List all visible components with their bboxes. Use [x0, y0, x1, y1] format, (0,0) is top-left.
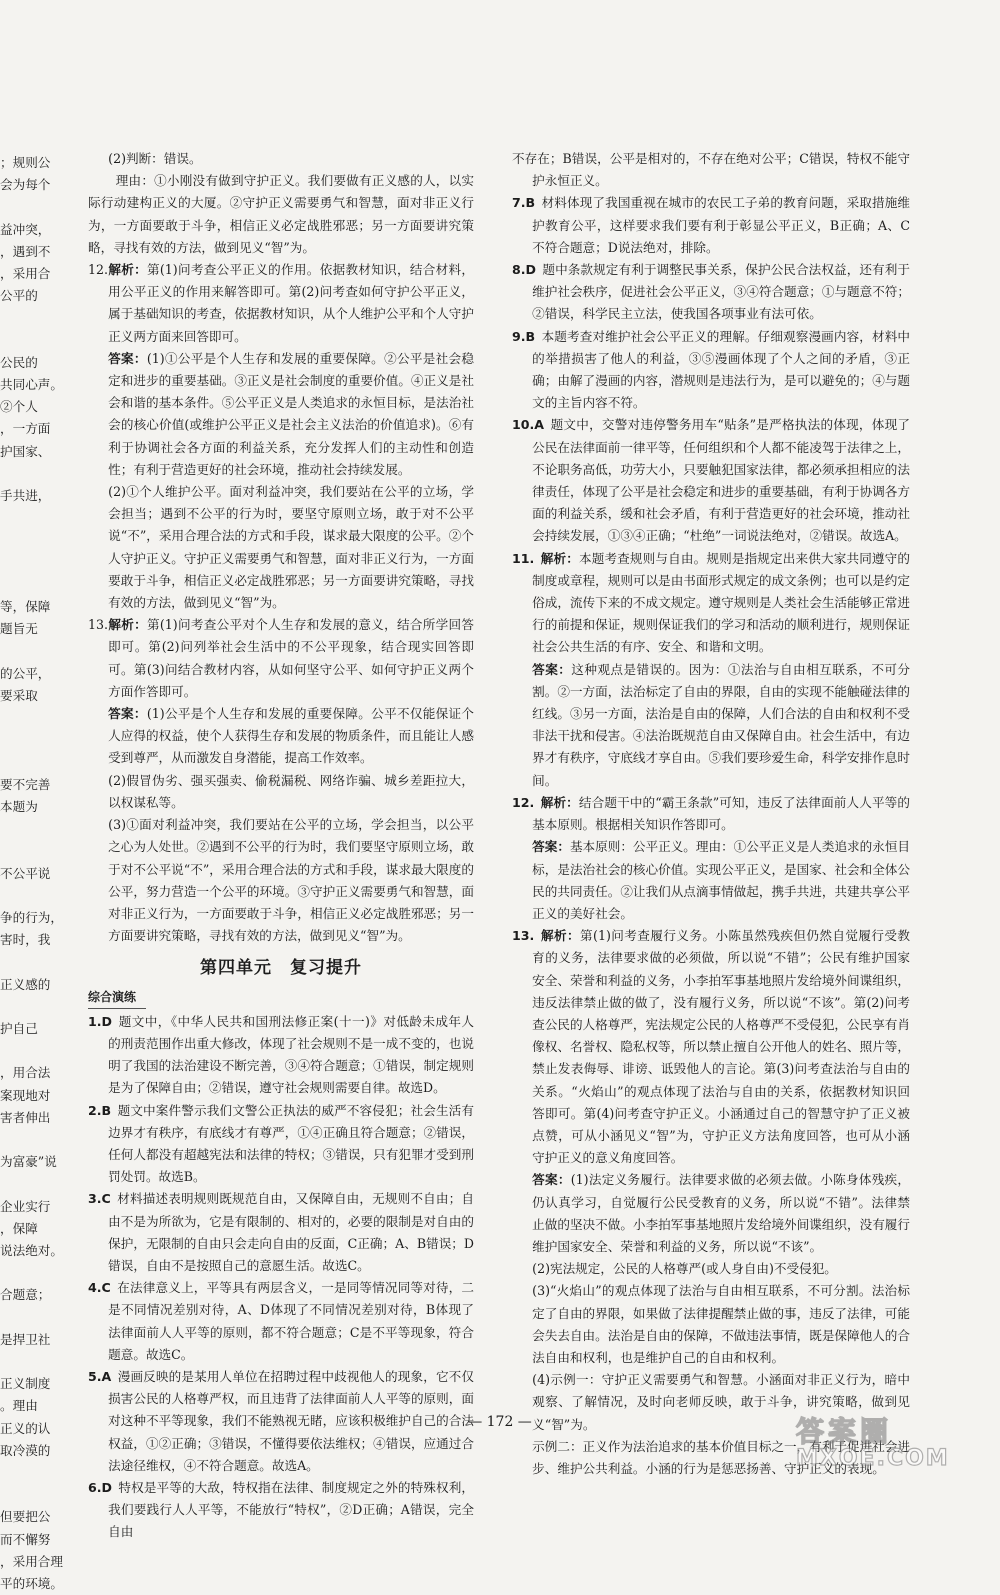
left-cut-line: ，采用合	[0, 266, 51, 282]
left-cut-line: 护自己	[0, 1020, 38, 1036]
left-cut-line	[0, 885, 78, 907]
item-text: 材料描述表明规则既规范自由，又保障自由，无规则不自由；自由不是为所欲为，它是有限制的、相对的，必要的限制是对自由的保护，无限制的自由只会走向自由的反面，C正确；A、B错误；D错误，自由不是按照自己的意愿生活。故选C。	[108, 1191, 474, 1273]
q13-answer-2: (2)假冒伪劣、强买强卖、偷税漏税、网络诈骗、城乡差距拉大，以权谋私等。	[108, 772, 474, 810]
item-text: 题文中，交警对违停警务用车“贴条”是严格执法的体现，体现了公民在法律面前一律平等，任何组织和个人都不能凌驾于法律之上，不论职务高低，功劳大小，只要触犯国家法律，都必须承担相应的法律责任，体现了公平是社会稳定和进步的重要基础，有利于协调各方面的利益关系，缓和社会矛盾，有利于营造更好的社会环境，推动社会持续发展，①③④正确；“杜绝”一词说法绝对，②错误。故选A。	[532, 417, 910, 544]
left-cut-line: 案现地对	[0, 1087, 51, 1103]
item-text: (1)法定义务履行。法律要求做的必须去做。小陈身体残疾，仍认真学习，自觉履行公民受教育的义务，所以说“不错”。法律禁止做的坚决不做。小李拍军事基地照片发给境外间谍组织，没有履行维护国家安全、荣誉和利益的义务，所以说“不该”。	[532, 1172, 911, 1254]
item-text: 第(1)问考查履行义务。小陈虽然残疾但仍然自觉履行受教育的义务，法律要求做的必须做，所以说“不错”；公民有维护国家安全、荣誉和利益的义务，小李拍军事基地照片发给境外间谍组织，违反法律禁止做的做了，没有履行义务，所以说“不该”。第(2)问考查公民的人格尊严，宪法规定公民的人格尊严不受侵犯，公民享有肖像权、名誉权、隐私权等，所以禁止擅自公开他人的姓名、照片等，禁止发表侮辱、诽谤、诋毁他人的言论。第(3)问考查法治与自由的关系。“火焰山”的观点体现了法治与自由的关系，依据教材知识回答即可。第(4)问考查守护正义。小涵通过自己的智慧守护了正义被点赞，可从小涵见义“智”为，守护正义方法角度回答，也可从小涵守护正义的意义角度回答。	[532, 928, 911, 1166]
left-cut-column	[0, 152, 78, 1595]
left-cut-line: 益冲突，	[0, 221, 51, 237]
q13-analysis: 13.解析：第(1)问考查公平对个人生存和发展的意义，结合所学回答即可。第(2)问列举社会生活中的不公平现象，结合现实回答即可。第(3)问结合教材内容，从如何坚守公平、如何守护正义两个方面作答即可。	[88, 617, 474, 699]
item-number: 11.	[512, 550, 535, 566]
item-text: 本题考查对维护社会公平正义的理解。仔细观察漫画内容，材料中的举措损害了他人的利益，③⑤漫画体现了个人之间的矛盾，③正确；由解了漫画的内容，潜规则是违法行为，是可以避免的；④与题文的主旨内容不符。	[532, 328, 910, 411]
answer-item	[88, 1188, 474, 1277]
left-cut-line: 会为每个	[0, 177, 51, 193]
answer-item	[512, 326, 910, 415]
item-text: (2)宪法规定，公民的人格尊严(或人身自由)不受侵犯。	[532, 1261, 837, 1277]
left-cut-line: 而不懈努	[0, 1531, 51, 1547]
left-cut-line	[0, 574, 78, 596]
item-text: (3)“火焰山”的观点体现了法治与自由相互联系，不可分割。法治标定了自由的界限，如果做了法律提醒禁止做的事，违反了法律，可能会失去自由。法治是自由的保障，不做违法事情，既是保障他人的合法自由和权利，也是维护自己的自由和权利。	[532, 1283, 910, 1365]
item-text: 材料体现了我国重视在城市的农民工子弟的教育问题，采取措施维护教育公平，这样要求我们要有利于彰显公平正义，B正确；A、C不符合题意；D说法绝对，排除。	[532, 195, 910, 255]
item-number: 2.B	[88, 1102, 112, 1118]
left-cut-line	[0, 1173, 78, 1195]
reason-text: 理由：①小刚没有做到守护正义。我们要做有正义感的人，以实际行动建构正义的大厦。②守护正义需要勇气和智慧，面对非正义行为，一方面要敢于斗争，相信正义必定战胜邪恶；另一方面要讲究策略，寻找有效的方法，做到见义“智”为。	[88, 173, 474, 255]
left-cut-line: 共同心声。	[0, 377, 63, 393]
left-cut-line: 害者伸出	[0, 1109, 51, 1125]
judge-line: (2)判断：错误。	[108, 151, 202, 166]
q12-answer-1: 答案：(1)①公平是个人生存和发展的重要保障。②公平是社会稳定和进步的重要基础。③正义是社会制度的重要价值。④正义是社会和谐的基本条件。⑤公平正义是人类追求的永恒目标，是法治社会的核心价值(或维护公平正义是社会主义法治的价值追求)。⑥有利于协调社会各方面的利益关系，充分发挥人们的主动性和创造性；有利于营造更好的社会环境，推动社会持续发展。	[108, 350, 475, 477]
right-column	[512, 148, 910, 1480]
left-cut-line: ；规则公	[0, 155, 51, 170]
watermark-bottom-text: MXQE.COM	[796, 1446, 950, 1471]
answer-item	[512, 792, 910, 836]
left-cut-line: ，用合法	[0, 1065, 51, 1081]
left-cut-line: ，遇到不	[0, 243, 51, 259]
left-cut-line: 害时，我	[0, 932, 51, 948]
item-text: (4)示例一：守护正义需要勇气和智慧。小涵面对非正义行为，暗中观察、了解情况，及时向老师反映，敢于斗争，讲究策略，做到见义“智”为。	[532, 1372, 910, 1432]
left-cut-line: 为富豪”说	[0, 1154, 57, 1170]
left-cut-line: 公平的	[0, 288, 38, 304]
left-cut-line	[0, 552, 78, 574]
left-cut-line: 护国家、	[0, 443, 51, 459]
page-number: — 172 —	[468, 1414, 532, 1430]
item-number: 10.A	[512, 417, 545, 433]
q13-answer-3: (3)①面对利益冲突，我们要站在公平的立场，学会担当，以公平之心为人处世。②遇到不公平的行为时，我们要坚守原则立场，敢于对不公平说“不”，采用合理合法的方式和手段，谋求最大限度的公平，努力营造一个公平的环境。③守护正义需要勇气和智慧，面对非正义行为，一方面要敢于斗争，相信正义必定战胜邪恶；另一方面要讲究策略，寻找有效的方法，做到见义“智”为。	[108, 817, 474, 944]
item-number: 9.B	[512, 328, 536, 344]
left-cut-line: 题旨无	[0, 621, 38, 637]
item-text: 题文中案件警示我们文警公正执法的威严不容侵犯；社会生活有边界才有秩序，有底线才有尊严，①④正确且符合题意；②错误，任何人都没有超越宪法和法律的特权；③错误，只有犯罪才受到刑罚处罚。故选B。	[108, 1102, 474, 1185]
item-number: 1.D	[88, 1013, 113, 1029]
left-cut-line	[0, 507, 78, 529]
left-cut-line	[0, 1262, 78, 1284]
watermark-logo	[796, 1410, 986, 1470]
left-cut-line	[0, 307, 78, 329]
answer-item	[512, 836, 910, 925]
item-text: 题中条款规定有利于调整民事关系，保护公民合法权益，还有利于维护社会秩序，促进社会公平正义，③④符合题意；①与题意不符；②错误，科学民主立法，使我国各项事业有法可依。	[532, 262, 910, 322]
answer-item	[512, 1280, 910, 1369]
left-cut-line: 正义感的	[0, 976, 51, 992]
item-number: 4.C	[88, 1280, 111, 1296]
item-number: 7.B	[512, 195, 536, 211]
left-cut-line	[0, 1484, 78, 1506]
left-cut-line: 取冷漠的	[0, 1442, 51, 1458]
item-text: 不存在；B错误，公平是相对的，不存在绝对公平；C错误，特权不能守护永恒正义。	[512, 151, 910, 189]
item-number: 6.D	[88, 1479, 113, 1495]
item-label: 解析：	[540, 794, 579, 810]
left-cut-line	[0, 196, 78, 218]
item-text: 题文中，《中华人民共和国刑法修正案(十一)》对低龄未成年人的刑责范围作出重大修改，体现了社会规则不是一成不变的，也说明了我国的法治建设不断完善，③④符合题意；①错误，制定规则是为了保障自由；②错误，遵守社会规则需要自律。故选D。	[108, 1013, 474, 1096]
left-cut-line	[0, 330, 78, 352]
left-cut-line	[0, 751, 78, 773]
answer-item	[512, 659, 910, 792]
watermark-top-text: 答案圈	[796, 1415, 893, 1448]
left-cut-line: 平的环境。	[0, 1576, 63, 1591]
left-cut-line: 不公平说	[0, 865, 51, 881]
item-text: 在法律意义上，平等具有两层含义，一是同等情况同等对待，二是不同情况差别对待，A、D体现了不同情况差别对待，B体现了法律面前人人平等的原则，都不符合题意；C是不平等现象，符合题意。故选C。	[108, 1280, 474, 1362]
answer-item	[88, 1477, 474, 1544]
left-cut-line	[0, 840, 78, 862]
left-cut-line	[0, 529, 78, 551]
left-cut-line	[0, 951, 78, 973]
left-cut-line: 要不完善	[0, 776, 51, 792]
left-cut-line: ，保障	[0, 1220, 38, 1236]
left-cut-line: 合题意；	[0, 1287, 51, 1303]
q12-answer-2: (2)①个人维护公平。面对利益冲突，我们要站在公平的立场，学会担当；遇到不公平的行为时，要坚守原则立场，敢于对不公平说“不”，采用合理合法的方式和手段，谋求最大限度的公平。②个人守护正义。守护正义需要勇气和智慧，面对非正义行为，一方面要敢于斗争，相信正义必定战胜邪恶；另一方面要讲究策略，寻找有效的方法，做到见义“智”为。	[108, 484, 474, 611]
left-cut-line	[0, 729, 78, 751]
unit-heading: 第四单元 复习提升	[200, 958, 362, 979]
item-label: 解析：	[540, 928, 581, 944]
q13-answer-1: 答案：(1)公平是个人生存和发展的重要保障。公平不仅能保证个人应得的权益，使个人获得生存和发展的物质条件，而且能让人感受到尊严，从而激发自身潜能，提高工作效率。	[108, 706, 475, 766]
left-cut-line: 。理由	[0, 1398, 38, 1414]
left-cut-line: 正义的认	[0, 1420, 51, 1436]
answer-item	[512, 1169, 910, 1258]
item-text: 结合题干中的“霸王条款”可知，违反了法律面前人人平等的基本原则。根据相关知识作答即可。	[532, 794, 911, 833]
mid-answer-list	[88, 1011, 474, 1544]
left-cut-line	[0, 1351, 78, 1373]
answer-item	[88, 1011, 474, 1100]
left-cut-line: 要采取	[0, 687, 38, 703]
section-label: 综合演练	[88, 986, 146, 1009]
answer-item	[512, 148, 910, 192]
left-cut-line: 是捍卫社	[0, 1331, 51, 1347]
right-answer-list	[512, 148, 910, 1480]
item-text: 特权是平等的大敌，特权指在法律、制度规定之外的特殊权利，我们要践行人人平等，不能放行“特权”，②D正确；A错误，完全自由	[108, 1479, 474, 1540]
left-cut-line	[0, 818, 78, 840]
item-number: 12.	[512, 794, 535, 810]
answer-item	[512, 925, 910, 1169]
answer-item	[512, 1258, 910, 1280]
left-cut-line: 争的行为，	[0, 909, 63, 925]
answer-item	[88, 1100, 474, 1189]
left-cut-line: 公民的	[0, 354, 38, 370]
item-text: 本题考查规则与自由。规则是指规定出来供大家共同遵守的制度或章程，规则可以是由书面形式规定的成文条例；也可以是约定俗成，流传下来的不成文规定。遵守规则是人类社会生活能够正常进行的前提和保证，规则保证我们的学习和活动的顺利进行，规则保证社会公共生活的有序、安全、和谐和文明。	[532, 550, 911, 655]
answer-item	[512, 192, 910, 259]
answer-item	[512, 414, 910, 547]
left-cut-line	[0, 1307, 78, 1329]
item-number: 5.A	[88, 1368, 112, 1384]
answer-item	[512, 548, 910, 659]
left-cut-line: 本题为	[0, 798, 38, 814]
left-cut-line	[0, 1462, 78, 1484]
left-cut-line: 正义制度	[0, 1376, 51, 1392]
item-text: 这种观点是错误的。因为：①法治与自由相互联系，不可分割。②一方面，法治标定了自由的界限，自由的实现不能触碰法律的红线。③另一方面，法治是自由的保障，人们合法的自由和权利不受非法干扰和侵害。④法治既规范自由又保障自由。社会生活中，有边界才有秩序，守底线才享自由。⑤我们要珍爱生命，科学安排作息时间。	[532, 661, 911, 788]
left-cut-line: ，一方面	[0, 421, 51, 437]
item-label: 答案：	[532, 839, 570, 855]
item-label: 答案：	[532, 661, 572, 677]
left-cut-line	[0, 1040, 78, 1062]
item-label: 解析：	[540, 550, 579, 566]
left-cut-line	[0, 707, 78, 729]
item-number: 3.C	[88, 1191, 111, 1207]
left-cut-line	[0, 996, 78, 1018]
left-cut-line: ②个人	[0, 399, 38, 415]
middle-column	[88, 148, 474, 1544]
left-cut-line: 企业实行	[0, 1198, 51, 1214]
left-cut-line: 说法绝对。	[0, 1242, 63, 1258]
left-cut-line: 等，保障	[0, 599, 51, 615]
item-label: 答案：	[532, 1172, 571, 1188]
left-cut-line	[0, 640, 78, 662]
q12-analysis: 12.解析：第(1)问考查公平正义的作用。依据教材知识，结合材料，用公平正义的作用来解答即可。第(2)问考查如何守护公平正义，属于基础知识的考查，依据教材知识，从个人维护公平和个人守护正义两方面来回答即可。	[88, 262, 474, 344]
left-cut-line: 但要把公	[0, 1509, 51, 1525]
item-text: 漫画反映的是某用人单位在招聘过程中歧视他人的现象，它不仅损害公民的人格尊严权，而且违背了法律面前人人平等的原则，面对这种不平等现象，我们不能熟视无睹，应该积极维护自己的合法权益，①②正确；③错误，不懂得要依法维权；④错误，应通过合法途径维权，④不符合题意。故选A。	[108, 1368, 474, 1473]
item-text: 示例二：正义作为法治追求的基本价值目标之一，有利于促进社会进步、维护公共利益。小涵的行为是惩恶扬善、守护正义的表现。	[532, 1438, 910, 1476]
left-cut-line	[0, 1129, 78, 1151]
answer-item	[512, 259, 910, 326]
left-cut-line: 手共进，	[0, 488, 51, 504]
item-number: 13.	[512, 928, 535, 944]
item-number: 8.D	[512, 262, 537, 278]
left-cut-line	[0, 463, 78, 485]
item-text: 基本原则：公平正义。理由：①公平正义是人类追求的永恒目标，是法治社会的核心价值。实现公平正义，是国家、社会和全体公民的共同责任。②让我们从点滴事情做起，携手共进，共建共享公平正义的美好社会。	[532, 839, 911, 921]
answer-item	[88, 1277, 474, 1366]
left-cut-line: 的公平，	[0, 665, 51, 681]
left-cut-line: ，采用合理	[0, 1553, 63, 1569]
